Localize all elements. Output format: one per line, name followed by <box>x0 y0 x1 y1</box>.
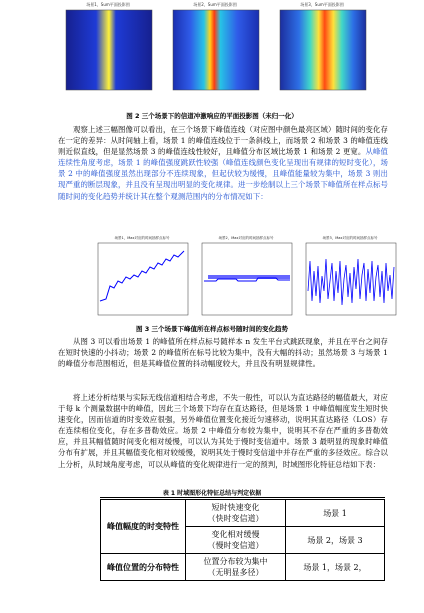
heatmap-scene-2 <box>167 8 263 96</box>
line-chart-3 <box>300 236 400 321</box>
table-row <box>101 554 385 581</box>
line-chart-plot-3 <box>300 241 400 321</box>
table-top-rule <box>100 497 385 498</box>
heatmap-panel-2 <box>167 2 263 100</box>
line-chart-2 <box>196 236 296 321</box>
table-row <box>101 500 385 527</box>
heatmap-title-2: 场景2，Sum平面投影图 <box>193 2 237 7</box>
heatmap-scene-3 <box>274 8 370 96</box>
line-chart-title-2: 场景2，Max对应的时间抽样点标号 <box>218 236 274 240</box>
heatmap-title-1: 场景1，Sum平面投影图 <box>86 2 130 7</box>
line-chart-plot-1 <box>92 241 192 321</box>
paragraph-2: 从图 3 可以看出场景 1 的峰值所在样点标号随样本 n 发生平台式跳跃现象，并且在平台之间存在短时快速的小抖动；场景 2 的峰值所在标号比较为集中，没有大幅的抖动；虽然场景 3 与场景 1 的峰值分布范围相近，但是其峰值位置的抖动幅度较大，并且没有明显规律性。 <box>58 337 388 369</box>
table-cell-result: 场景 1，场景 2， <box>286 554 385 581</box>
paragraph-1 <box>58 124 388 202</box>
table-1-caption: 表 1 时域图形化特征总结与判定依据 <box>162 490 262 497</box>
line-chart-plot-2 <box>196 241 296 321</box>
table-cell-result: 场景 2，场景 3 <box>286 527 385 554</box>
table-cell-feature: 峰值幅度的时变特性 <box>101 500 186 554</box>
table-cell-condition: 位置分布较为集中 （无明显多径） <box>186 554 286 581</box>
figure-3-caption: 图 3 三个场景下峰值所在样点标号随时间的变化趋势 <box>135 325 289 333</box>
table-cell-condition: 短时快速变化 （快时变信道） <box>186 500 286 527</box>
paragraph-3: 将上述分析结果与实际无线信道相结合考虑，不失一般性，可以认为直达路径的幅值最大，对应于每 k 个测量数据中的峰值，因此三个场景下均存在直达路径，但是场景 1 中峰值幅度发生短时快速变化，因而信道的时变效应很强，另外峰值位置变化接近匀速移动，说明其直达路径（LOS）存在连续相位变化，存在多普勒效应。场景 2 中峰值分布较为集中，说明其不存在严重的多普勒效应，并且其幅值随时间变化相对缓慢，可以认为其处于慢时变信道中。场景 3 最明显的现象时峰值分布有扩展，并且其幅值变化相对较缓慢，说明其处于慢时变信道中并存在严重的多径效应。综合以上分析，从时域角度考虑，可以从峰值的变化规律进行一定的预判，时域图形化特征总结如下表： <box>58 393 388 469</box>
line-chart-1 <box>92 236 192 321</box>
heatmap-panel-3 <box>274 2 370 100</box>
line-chart-title-3: 场景3，Max对应的时间抽样点标号 <box>322 236 378 240</box>
paragraph-1-part-b: 从峰值连续性角度考虑，场景 1 的峰值强度跳跃性较强（峰值连线颜色变化呈现出有规律的短时变化），场景 2 中的峰值强度虽然出现部分不连续现象，但起伏较为缓慢，且峰值能量较为集中，场景 3 则出现严重的断层现象，并且没有呈现出明显的变化规律。进一步绘制以上三个场景下峰值所在样点标号随时间的变化趋势并统计其在整个观测范围内的分布情况如下： <box>58 147 388 201</box>
line-chart-title-1: 场景1，Max对应的时间抽样点标号 <box>114 236 170 240</box>
table-cell-condition: 变化相对缓慢 （慢时变信道） <box>186 527 286 554</box>
table-cell-feature: 峰值位置的分布特性 <box>101 554 186 581</box>
heatmap-panel-1 <box>60 2 156 100</box>
heatmap-scene-1 <box>60 8 156 96</box>
heatmap-title-3: 场景3，Sum平面投影图 <box>300 2 344 7</box>
figure-2-caption: 图 2 三个场景下的信道冲激响应的平面投影图（未归一化） <box>126 112 298 120</box>
figure-3 <box>92 236 404 321</box>
feature-table <box>100 499 385 581</box>
table-cell-result: 场景 1 <box>286 500 385 527</box>
figure-2 <box>60 2 370 110</box>
paragraph-1-part-a: 观察上述三幅图像可以看出，在三个场景下峰值连线（对应图中颜色最亮区域）随时间的变化存在一定的差异：从时间轴上看，场景 1 的峰值连线位于一条斜线上，而场景 2 和场景 3 的峰值连线则近似直线，但是显然场景 3 的峰值连线性较好，且峰值分布区域比场景 1 和场景 2 更宽。 <box>58 125 388 157</box>
